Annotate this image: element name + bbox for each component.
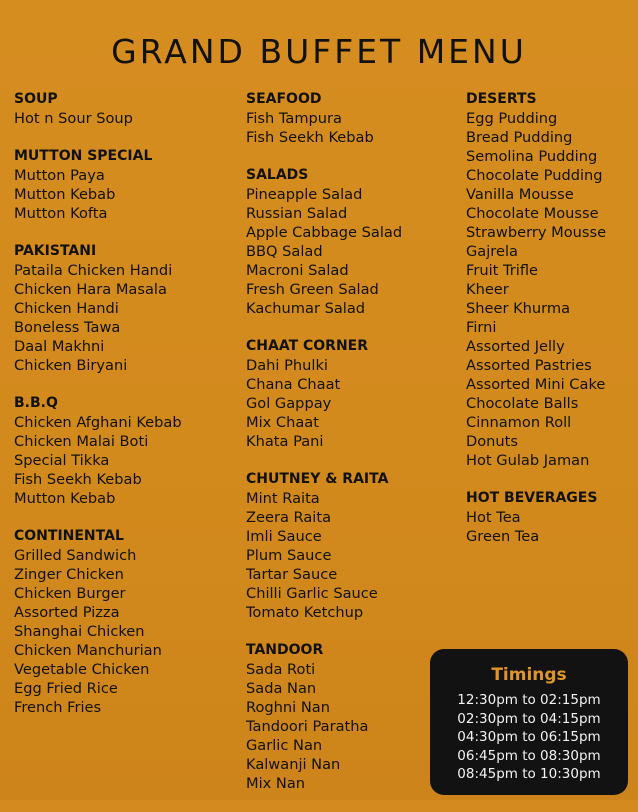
menu-item-list bbox=[14, 166, 234, 223]
menu-item: Fish Tampura bbox=[246, 110, 342, 127]
menu-item-list bbox=[14, 261, 234, 375]
menu-item: Green Tea bbox=[466, 528, 540, 545]
menu-item: Chana Chaat bbox=[246, 376, 341, 393]
menu-item: Firni bbox=[466, 319, 497, 336]
menu-item: Gol Gappay bbox=[246, 395, 332, 412]
menu-item: Gajrela bbox=[466, 243, 518, 260]
menu-item: Khata Pani bbox=[246, 433, 324, 450]
section-title: B.B.Q bbox=[14, 395, 58, 411]
menu-section bbox=[246, 337, 456, 451]
menu-item: Chicken Manchurian bbox=[14, 642, 162, 659]
menu-item: Chilli Garlic Sauce bbox=[246, 585, 378, 602]
menu-item: Tandoori Paratha bbox=[246, 718, 369, 735]
section-title: DESERTS bbox=[466, 91, 537, 107]
menu-item-list bbox=[14, 109, 234, 128]
menu-item: Mix Nan bbox=[246, 775, 306, 792]
section-title: TANDOOR bbox=[246, 642, 324, 658]
menu-item: Hot Tea bbox=[466, 509, 521, 526]
menu-item: Bread Pudding bbox=[466, 129, 573, 146]
menu-item: Chicken Hara Masala bbox=[14, 281, 167, 298]
menu-item: Kachumar Salad bbox=[246, 300, 366, 317]
menu-item: Chocolate Pudding bbox=[466, 167, 603, 184]
menu-item: Vanilla Mousse bbox=[466, 186, 574, 203]
menu-item: Kheer bbox=[466, 281, 509, 298]
menu-item-list bbox=[14, 413, 234, 508]
menu-item: Cinnamon Roll bbox=[466, 414, 572, 431]
timing-slot: 02:30pm to 04:15pm bbox=[457, 710, 601, 727]
menu-item: Mutton Kebab bbox=[14, 186, 116, 203]
menu-item: Zeera Raita bbox=[246, 509, 332, 526]
menu-item: Tomato Ketchup bbox=[246, 604, 364, 621]
timing-slot: 08:45pm to 10:30pm bbox=[457, 766, 601, 782]
menu-column-1 bbox=[14, 90, 234, 736]
menu-section bbox=[466, 489, 636, 546]
menu-item: Fresh Green Salad bbox=[246, 281, 379, 298]
menu-item: Semolina Pudding bbox=[466, 148, 598, 165]
menu-item: Sheer Khurma bbox=[466, 300, 571, 317]
section-title: PAKISTANI bbox=[14, 243, 97, 259]
menu-item: Tartar Sauce bbox=[246, 566, 338, 583]
menu-item: Sada Nan bbox=[246, 680, 317, 697]
timings-box bbox=[430, 649, 628, 795]
menu-item: Egg Fried Rice bbox=[14, 680, 118, 697]
menu-item: Chocolate Mousse bbox=[466, 205, 599, 222]
menu-column-2 bbox=[246, 90, 456, 812]
menu-item: Mix Chaat bbox=[246, 414, 319, 431]
menu-item: French Fries bbox=[14, 699, 102, 716]
menu-item: Mutton Kebab bbox=[14, 490, 116, 507]
menu-section bbox=[246, 90, 456, 147]
menu-item: Donuts bbox=[466, 433, 518, 450]
page-title: GRAND BUFFET MENU bbox=[111, 32, 527, 72]
menu-item-list bbox=[246, 489, 456, 622]
section-title: SALADS bbox=[246, 167, 309, 183]
menu-item: Daal Makhni bbox=[14, 338, 105, 355]
section-title: HOT BEVERAGES bbox=[466, 490, 598, 506]
menu-item: Mint Raita bbox=[246, 490, 320, 507]
menu-item: Sada Roti bbox=[246, 661, 316, 678]
menu-item: Pineapple Salad bbox=[246, 186, 363, 203]
menu-item-list bbox=[246, 356, 456, 451]
menu-item: Chicken Handi bbox=[14, 300, 119, 317]
menu-item: Fruit Trifle bbox=[466, 262, 538, 279]
menu-item: Apple Cabbage Salad bbox=[246, 224, 403, 241]
menu-item: Imli Sauce bbox=[246, 528, 322, 545]
menu-item: Assorted Pizza bbox=[14, 604, 120, 621]
timings-list bbox=[430, 691, 628, 784]
menu-item-list bbox=[246, 185, 456, 318]
menu-item: Mutton Kofta bbox=[14, 205, 108, 222]
menu-item: Chicken Burger bbox=[14, 585, 126, 602]
menu-item: Chicken Malai Boti bbox=[14, 433, 149, 450]
menu-item: Chocolate Balls bbox=[466, 395, 579, 412]
menu-section bbox=[246, 166, 456, 318]
menu-item: Russian Salad bbox=[246, 205, 348, 222]
section-title: MUTTON SPECIAL bbox=[14, 148, 153, 164]
menu-item-list bbox=[466, 508, 636, 546]
menu-section bbox=[246, 470, 456, 622]
menu-item: Special Tikka bbox=[14, 452, 110, 469]
menu-item-list bbox=[246, 660, 456, 793]
menu-section bbox=[14, 394, 234, 508]
menu-section bbox=[14, 90, 234, 128]
menu-item: Grilled Sandwich bbox=[14, 547, 137, 564]
menu-item: Dahi Phulki bbox=[246, 357, 328, 374]
menu-section bbox=[14, 242, 234, 375]
menu-section bbox=[14, 147, 234, 223]
timing-slot: 04:30pm to 06:15pm bbox=[457, 729, 601, 745]
menu-item-list bbox=[466, 109, 636, 470]
menu-item: Assorted Mini Cake bbox=[466, 376, 606, 393]
menu-item: Hot Gulab Jaman bbox=[466, 452, 590, 469]
section-title: SEAFOOD bbox=[246, 91, 322, 107]
timings-title: Timings bbox=[491, 665, 567, 685]
menu-item: Assorted Jelly bbox=[466, 338, 565, 355]
section-title: CONTINENTAL bbox=[14, 528, 124, 544]
menu-item: Garlic Nan bbox=[246, 737, 323, 754]
menu-item-list bbox=[246, 109, 456, 147]
menu-item: Fish Seekh Kebab bbox=[246, 129, 374, 146]
menu-item: Assorted Pastries bbox=[466, 357, 592, 374]
menu-item: Zinger Chicken bbox=[14, 566, 124, 583]
menu-item: Egg Pudding bbox=[466, 110, 558, 127]
menu-section bbox=[466, 90, 636, 470]
menu-item: Mutton Paya bbox=[14, 167, 105, 184]
menu-item: Kalwanji Nan bbox=[246, 756, 341, 773]
menu-item: Roghni Nan bbox=[246, 699, 330, 716]
section-title: CHUTNEY & RAITA bbox=[246, 471, 389, 487]
menu-column-3 bbox=[466, 90, 636, 565]
menu-item: BBQ Salad bbox=[246, 243, 323, 260]
menu-item: Boneless Tawa bbox=[14, 319, 121, 336]
menu-item: Plum Sauce bbox=[246, 547, 332, 564]
menu-item: Macroni Salad bbox=[246, 262, 349, 279]
menu-item: Pataila Chicken Handi bbox=[14, 262, 173, 279]
menu-item: Strawberry Mousse bbox=[466, 224, 607, 241]
timing-slot: 12:30pm to 02:15pm bbox=[457, 692, 601, 708]
section-title: CHAAT CORNER bbox=[246, 338, 369, 354]
menu-section bbox=[246, 641, 456, 793]
menu-item: Shanghai Chicken bbox=[14, 623, 145, 640]
menu-item: Chicken Afghani Kebab bbox=[14, 414, 182, 431]
menu-section bbox=[14, 527, 234, 717]
menu-item: Vegetable Chicken bbox=[14, 661, 150, 678]
section-title: SOUP bbox=[14, 91, 58, 107]
timing-slot: 06:45pm to 08:30pm bbox=[457, 747, 601, 764]
menu-item: Fish Seekh Kebab bbox=[14, 471, 142, 488]
menu-item-list bbox=[14, 546, 234, 717]
menu-item: Hot n Sour Soup bbox=[14, 110, 133, 127]
menu-item: Chicken Biryani bbox=[14, 357, 128, 374]
